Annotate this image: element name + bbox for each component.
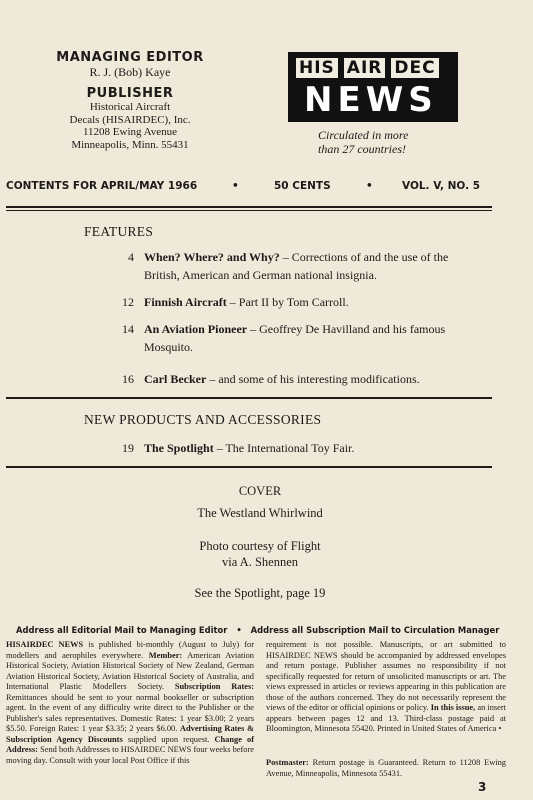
fine-print-text: Send both Addresses to HISAIRDEC NEWS four weeks before moving day. Consult with your local Post Office if this <box>6 745 254 765</box>
circulation-note <box>318 128 468 156</box>
contents-bar <box>6 180 492 196</box>
bullet: • <box>236 625 242 635</box>
feature-desc: – Geoffrey De Havilland and his famous Mosquito. <box>144 322 446 354</box>
issue-label: CONTENTS FOR APRIL/MAY 1966 <box>6 180 198 192</box>
fine-print-left <box>6 640 254 766</box>
logo-letter-e: E <box>337 80 361 120</box>
fine-print-text: supplied upon request. <box>122 734 215 744</box>
feature-title: When? Where? and Why? <box>144 250 280 264</box>
feature-title: Carl Becker <box>144 372 207 386</box>
page-number: 3 <box>478 780 487 794</box>
divider <box>6 206 492 208</box>
subscription-mail-note: Address all Subscription Mail to Circulation Manager <box>250 625 500 635</box>
publisher-line-4: Minneapolis, Minn. 55431 <box>71 138 189 151</box>
feature-title: Finnish Aircraft <box>144 295 227 309</box>
postmaster-note <box>266 758 506 779</box>
address-bar <box>16 625 500 635</box>
fine-print-text: requirement is not possible. Manuscripts, or art submitted to HISAIRDEC NEWS should be accompanied by addressed envelopes and return postage. Publisher assumes no responsibility if not specifically requested for return of unsolicited manuscripts or art. The views expressed in articles or reviews appearing in this publication are those of the authors concerned. They do not necessarily represent the views of the editor or official opinions or policy. <box>266 640 506 712</box>
feature-text <box>144 248 474 284</box>
fine-print-text: Return postage is Guaranteed. Return to 11208 Ewing Avenue, Minneapolis, Minnesota 55431. <box>266 758 506 778</box>
features-heading: FEATURES <box>84 224 154 239</box>
product-desc: – The International Toy Fair. <box>213 441 355 455</box>
circulation-line-1: Circulated in more <box>318 128 409 142</box>
feature-page: 14 <box>122 322 134 336</box>
publisher-label: PUBLISHER <box>86 86 174 101</box>
divider <box>6 397 492 399</box>
fine-print-bold: Subscription Rates: <box>174 682 254 691</box>
logo-letter-s: S <box>408 80 433 120</box>
feature-page: 16 <box>122 372 134 386</box>
feature-desc: – and some of his interesting modifications. <box>206 372 420 386</box>
hisairdec-news-logo <box>288 52 458 122</box>
publisher-line-1: Historical Aircraft <box>89 101 171 113</box>
publisher-line-2: Decals (HISAIRDEC), Inc. <box>69 113 191 126</box>
feature-desc: – Corrections of and the use of the British, American and German national insignia. <box>144 250 449 282</box>
publisher-line-3: 11208 Ewing Avenue <box>82 126 178 138</box>
bullet: • <box>366 180 373 192</box>
circulation-line-2: than 27 countries! <box>318 142 406 156</box>
fine-print-right <box>266 640 506 735</box>
fine-print-bold: Change of Address: <box>6 734 254 754</box>
feature-page: 12 <box>122 295 134 309</box>
divider <box>6 210 492 211</box>
editorial-mail-note: Address all Editorial Mail to Managing Editor <box>16 625 228 635</box>
cover-see-spotlight: See the Spotlight, page 19 <box>194 586 326 600</box>
fine-print-bold: In this issue, <box>430 703 476 712</box>
managing-editor-label: MANAGING EDITOR <box>56 50 204 65</box>
cover-subject: The Westland Whirlwind <box>197 506 323 520</box>
feature-page: 4 <box>128 250 134 264</box>
divider <box>6 466 492 468</box>
feature-text <box>144 370 494 388</box>
volume-label: VOL. V, NO. 5 <box>402 180 481 192</box>
feature-desc: – Part II by Tom Carroll. <box>226 295 349 309</box>
product-title: The Spotlight <box>144 441 214 455</box>
fine-print-bold: HISAIRDEC NEWS <box>6 640 84 649</box>
masthead <box>30 50 230 151</box>
new-products-heading: NEW PRODUCTS AND ACCESSORIES <box>84 412 322 427</box>
product-page: 19 <box>122 441 134 455</box>
logo-word-dec: DEC <box>391 58 438 78</box>
cover-heading: COVER <box>238 484 282 498</box>
product-text <box>144 439 474 457</box>
feature-title: An Aviation Pioneer <box>144 322 248 336</box>
bullet: • <box>232 180 239 192</box>
managing-editor-name: R. J. (Bob) Kaye <box>89 65 171 79</box>
feature-text <box>144 293 474 311</box>
cover-credit-2: via A. Shennen <box>221 555 299 569</box>
cover-credit-1: Photo courtesy of Flight <box>199 539 321 553</box>
fine-print-bold: Advertising Rates & Subscription Agency Discounts <box>6 724 254 744</box>
fine-print-bold: Member: <box>148 650 183 660</box>
fine-print-text: Remittances should be sent to your normal bookseller or subscription agent. In the event of any difficulty write direct to the Publisher or the Publisher's sales representatives. Domestic Rates: 1 year $3.00; 2 years $5.50. Foreign Rates: 1 year $3.35; 2 years $6.00. <box>6 692 254 733</box>
logo-word-air: AIR <box>344 58 386 78</box>
price-label: 50 CENTS <box>274 180 331 192</box>
logo-letter-w: W <box>365 80 404 120</box>
fine-print-text: an insert appears between pages 12 and 13. Third-class postage paid at Bloomington, Minnesota 55420. Printed in United States of America • <box>266 703 506 733</box>
fine-print-text: is published bi-monthly (August to July) for modellers and aerophiles everywhere. <box>6 640 255 660</box>
feature-text <box>144 320 454 356</box>
logo-letter-n: N <box>304 80 333 120</box>
fine-print-bold: Postmaster: <box>266 758 309 767</box>
logo-word-his: HIS <box>296 58 338 78</box>
fine-print-text: American Aviation Historical Society, Aviation Historical Society of New Zealand, German Aviation Historical Society, Aviation Historical Society of Australia, and International Plastic Modellers Society. <box>6 650 254 691</box>
